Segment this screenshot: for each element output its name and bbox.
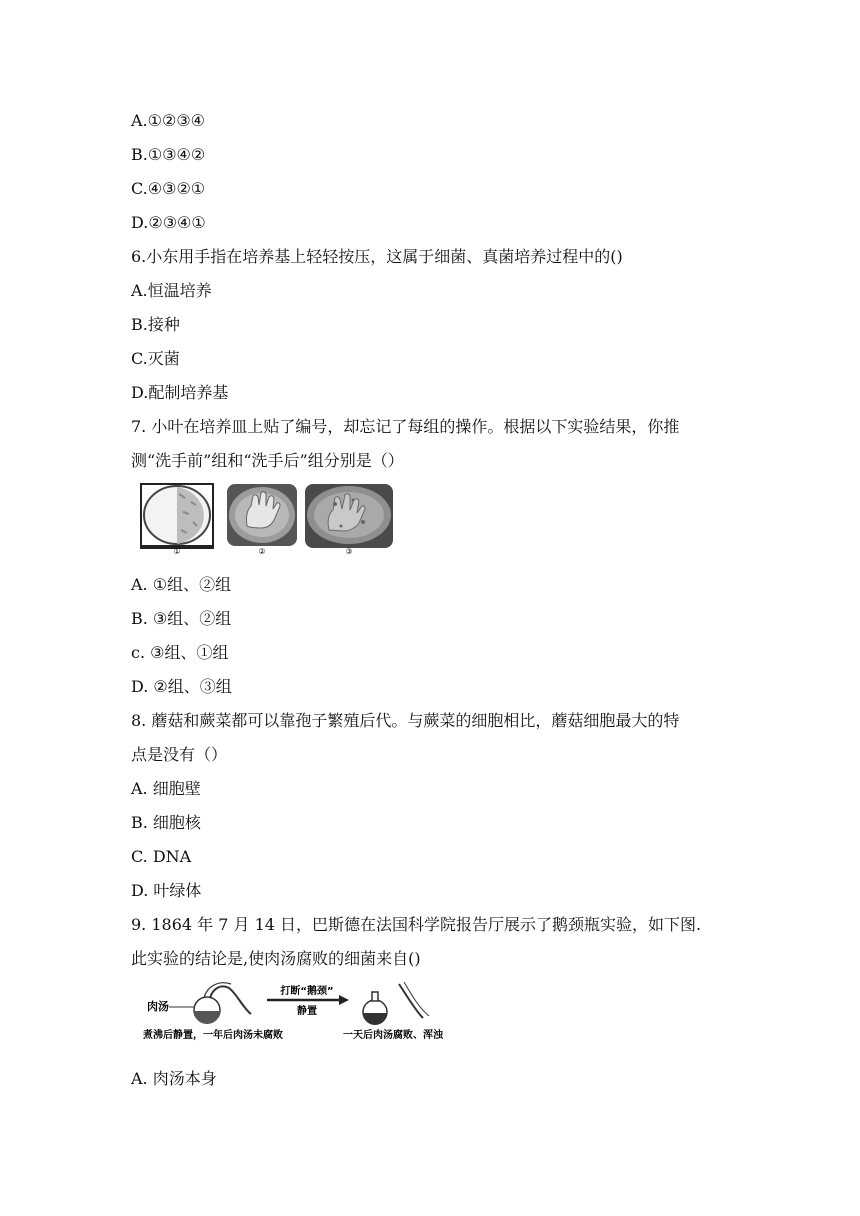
q8-option-a: A. 细胞壁 <box>131 779 201 798</box>
q6-option-a: A.恒温培养 <box>131 281 212 300</box>
petri-dish-2 <box>227 484 297 546</box>
swan-neck-flask-broken <box>363 982 429 1025</box>
q7-stem-line2: 测“洗手前”组和“洗手后”组分别是（） <box>131 451 404 470</box>
petri-dish-3 <box>305 484 393 548</box>
petri-dish-figure <box>139 482 395 556</box>
arrow-top-label: 打断“鹅颈” <box>280 986 334 997</box>
swan-neck-flask-figure <box>139 980 489 1044</box>
q8-stem-line1: 8. 蘑菇和蕨菜都可以靠孢子繁殖后代。与蕨菜的细胞相比，蘑菇细胞最大的特 <box>131 711 680 730</box>
q7-option-a: A. ①组、②组 <box>131 575 232 594</box>
dish-label-3: ③ <box>345 547 353 556</box>
petri-dish-1 <box>141 484 213 548</box>
swan-neck-flask-intact <box>194 983 251 1024</box>
arrow-bottom-label: 静置 <box>297 1006 317 1017</box>
q9-option-a: A. 肉汤本身 <box>131 1069 217 1088</box>
q8-option-b: B. 细胞核 <box>131 813 201 832</box>
q7-option-d: D. ②组、③组 <box>131 677 232 696</box>
q6-option-c: C.灭菌 <box>131 349 180 368</box>
q9-stem-line2: 此实验的结论是,使肉汤腐败的细菌来自() <box>131 949 421 968</box>
q5-option-c: C.④③②① <box>131 179 206 198</box>
dish-label-1: ① <box>173 547 181 556</box>
q8-option-d: D. 叶绿体 <box>131 881 202 900</box>
broth-label: 肉汤 <box>147 1000 169 1013</box>
dish-label-2: ② <box>258 547 266 556</box>
q9-stem-line1: 9. 1864 年 7 月 14 日，巴斯德在法国科学院报告厅展示了鹅颈瓶实验，如下图. <box>131 915 702 934</box>
q7-stem-line1: 7. 小叶在培养皿上贴了编号，却忘记了每组的操作。根据以下实验结果，你推 <box>131 417 680 436</box>
q7-option-b: B. ③组、②组 <box>131 609 232 628</box>
q6-option-d: D.配制培养基 <box>131 383 229 402</box>
right-caption: 一天后肉汤腐败、浑浊 <box>343 1030 443 1041</box>
q7-option-c: c. ③组、①组 <box>131 643 229 662</box>
left-caption: 煮沸后静置，一年后肉汤未腐败 <box>143 1030 283 1041</box>
q6-stem: 6.小东用手指在培养基上轻轻按压，这属于细菌、真菌培养过程中的() <box>131 247 623 266</box>
q8-option-c: C. DNA <box>131 847 192 866</box>
q8-stem-line2: 点是没有（） <box>131 745 228 764</box>
q5-option-b: B.①③④② <box>131 145 206 164</box>
q5-option-a: A.①②③④ <box>131 111 206 130</box>
q5-option-d: D.②③④① <box>131 213 206 232</box>
q6-option-b: B.接种 <box>131 315 180 334</box>
